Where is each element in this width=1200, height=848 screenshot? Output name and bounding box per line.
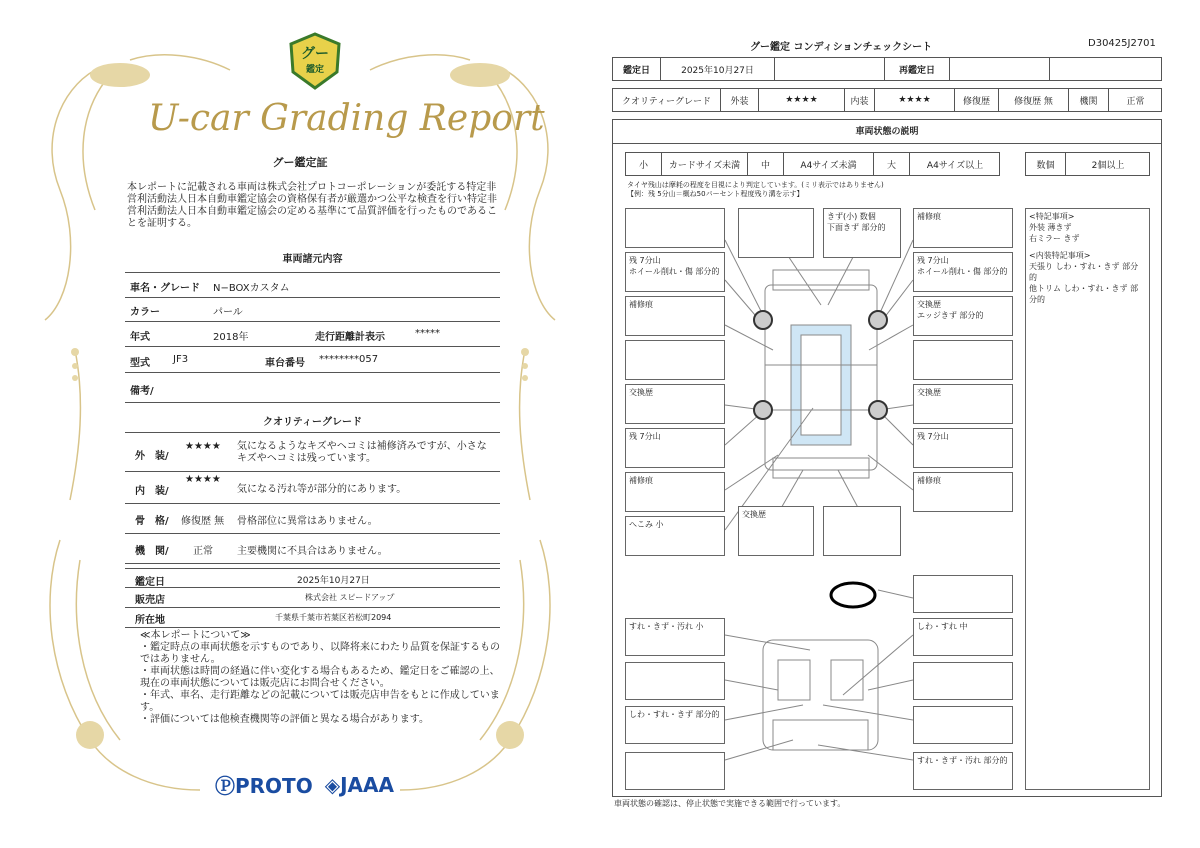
- tire-note: タイヤ残山は摩耗の程度を目視により判定しています。(ミリ表示ではありません) 【例：残 5分山＝概ね50パーセント程度残り溝を示す】: [627, 181, 884, 198]
- panel-left-quarter: 補修痕: [625, 472, 725, 512]
- spec-row-remarks: 備考/: [125, 373, 500, 403]
- count-legend: 数個 2個以上: [1025, 152, 1150, 176]
- panel-int-left-3: しわ・すれ・きず 部分的: [625, 706, 725, 744]
- info-row-shop: 販売店 株式会社 スピードアップ: [125, 588, 500, 608]
- spec-row-name: 車名・グレード N−BOXカスタム: [125, 272, 500, 298]
- proto-logo: ⓅPROTO: [215, 774, 313, 798]
- spec-row-color: カラー パール: [125, 298, 500, 322]
- panel-left-rear-door: 交換歴: [625, 384, 725, 424]
- info-row-date: 鑑定日 2025年10月27日: [125, 568, 500, 588]
- special-notes-panel: <特記事項> 外装 薄きず 右ミラー きず <内装特記事項> 天張り しわ・すれ・きず 部分的 他トリム しわ・すれ・きず 部分的: [1025, 208, 1150, 790]
- sponsor-logos: [215, 770, 394, 799]
- svg-text:鑑定: 鑑定: [305, 65, 325, 75]
- size-legend: 小 カードサイズ未満 中 A4サイズ未満 大 A4サイズ以上: [625, 152, 1000, 176]
- condition-panel: 車両状態の説明 小 カードサイズ未満 中 A4サイズ未満 大 A4サイズ以上 数個 2個以上 タイヤ残山は摩耗の程度を目視により判定しています。(ミリ表示ではありません) 【例：残 5分山＝概ね50パーセント程度残り溝を示す】 きず(小) 数個 下面きず 部分的 補修痕 残 7分山 ホイール削れ・傷 部分的 残 7分山 ホイール削れ・傷 部分的 補修痕 交換歴 エッジきず 部分的 交換歴 交換歴 残 7分山 残 7分山 補修痕 補修痕 へこみ 小 交換歴 すれ・きず・汚れ 小 しわ・すれ 中 しわ・すれ・きず 部分的 すれ・きず・汚れ 部分的 <特記事項> 外装 薄きず 右ミラー きず <内装特記事項> 天張り しわ・すれ・きず 部分的 他トリム しわ・すれ・きず 部分的: [612, 119, 1162, 797]
- panel-right-front-tire: 残 7分山 ホイール削れ・傷 部分的: [913, 252, 1013, 292]
- panel-left-rear-tire: 残 7分山: [625, 428, 725, 468]
- date-row: 鑑定日 2025年10月27日 再鑑定日: [612, 57, 1162, 81]
- panel-left-rear-bottom: へこみ 小: [625, 516, 725, 556]
- spec-section-title: 車両諸元内容: [282, 254, 343, 265]
- panel-int-right-1: しわ・すれ 中: [913, 618, 1013, 656]
- panel-int-left-2: [625, 662, 725, 700]
- document-id: D30425J2701: [1088, 38, 1156, 49]
- quality-row-interior: 内 装/ ★★★★ 気になる汚れ等が部分的にあります。: [125, 472, 500, 504]
- report-title: U-car Grading Report: [148, 98, 545, 139]
- quality-row-frame: 骨 格/ 修復歴 無 骨格部位に異常はありません。: [125, 504, 500, 534]
- panel-right-quarter: 補修痕: [913, 472, 1013, 512]
- info-row-address: 所在地 千葉県千葉市若葉区若松町2094: [125, 608, 500, 628]
- panel-left-fender: 補修痕: [625, 296, 725, 336]
- report-notes: ≪本レポートについて≫ ・鑑定時点の車両状態を示すものであり、以降将来にわたり品質を保証するものではありません。 ・車両状態は時間の経過に伴い変化する場合もあるため、鑑定日をご確認の上、現在の車両状態については販売店にお問合せください。 ・年式、車名、走行距離などの記載については販売店申告をもとに作成しています。 ・評価については他検査機関等の評価と異なる場合があります。: [140, 630, 500, 725]
- sheet-footer: 車両状態の確認は、停止状態で実施できる範囲で行っています。: [614, 799, 846, 808]
- svg-text:グー: グー: [301, 46, 329, 62]
- panel-front-right-top: 補修痕: [913, 208, 1013, 248]
- panel-int-right-4: すれ・きず・汚れ 部分的: [913, 752, 1013, 790]
- panel-front-center: [738, 208, 814, 258]
- panel-int-left-1: すれ・きず・汚れ 小: [625, 618, 725, 656]
- quality-row-exterior: 外 装/ ★★★★ 気になるようなキズやヘコミは補修済みですが、小さなキズやヘコミは残っています。: [125, 432, 500, 472]
- panel-rear-right: [823, 506, 901, 556]
- panel-steering: [913, 575, 1013, 613]
- panel-front-left-top: [625, 208, 725, 248]
- panel-rear-left: 交換歴: [738, 506, 814, 556]
- quality-row-engine: 機 関/ 正常 主要機関に不具合はありません。: [125, 534, 500, 564]
- panel-int-right-3: [913, 706, 1013, 744]
- panel-left-front-tire: 残 7分山 ホイール削れ・傷 部分的: [625, 252, 725, 292]
- goo-emblem-icon: [287, 32, 343, 90]
- panel-left-front-door: [625, 340, 725, 380]
- panel-right-front-door: [913, 340, 1013, 380]
- panel-int-right-2: [913, 662, 1013, 700]
- spec-row-year: 年式 2018年 走行距離計表示 *****: [125, 322, 500, 347]
- panel-int-left-4: [625, 752, 725, 790]
- jaaa-logo: ◈JAAA: [324, 772, 394, 797]
- panel-front-bumper: きず(小) 数個 下面きず 部分的: [823, 208, 901, 258]
- certificate-title: グー鑑定証: [272, 156, 328, 169]
- panel-right-fender: 交換歴 エッジきず 部分的: [913, 296, 1013, 336]
- panel-right-rear-door: 交換歴: [913, 384, 1013, 424]
- sheet-title: グー鑑定 コンディションチェックシート: [750, 42, 933, 53]
- spec-row-model: 型式 JF3 車台番号 ********057: [125, 347, 500, 373]
- intro-text: 本レポートに記載される車両は株式会社プロトコーポレーションが委託する特定非営利活動法人日本自動車鑑定協会の資格保有者が厳選かつ公平な検査を行い特定非営利活動法人日本自動車鑑定協会の定める基準にて品質評価を行ったものであることを証明する。: [127, 182, 497, 229]
- condition-check-sheet: [600, 0, 1200, 848]
- quality-row: クオリティーグレード 外装 ★★★★ 内装 ★★★★ 修復歴 修復歴 無 機関 正常: [612, 88, 1162, 112]
- quality-section-title: クオリティーグレード: [263, 417, 362, 428]
- panel-right-rear-tire: 残 7分山: [913, 428, 1013, 468]
